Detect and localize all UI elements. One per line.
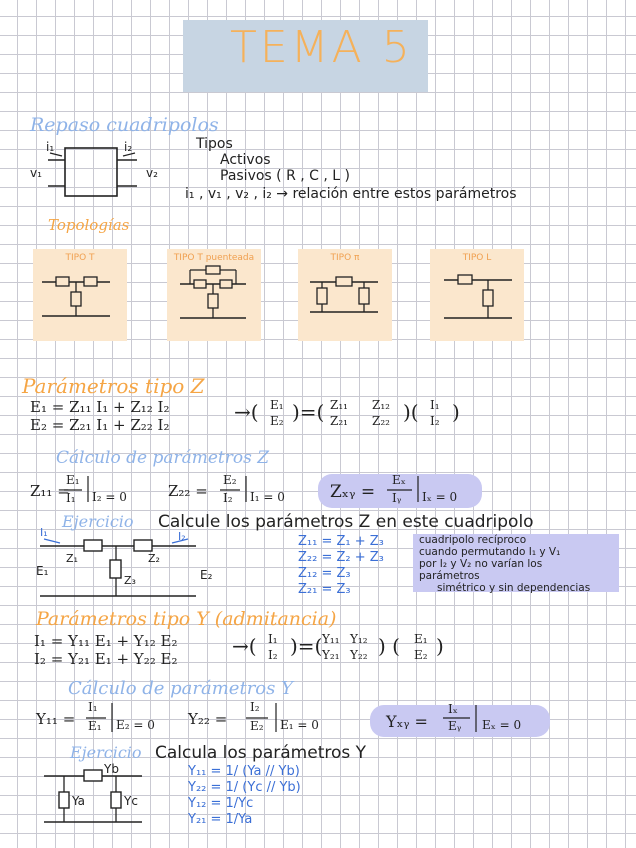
y-eq-sign: )=( [290,634,323,658]
param-z-heading: Parámetros tipo Z [22,374,205,398]
y-arrow-open: →( [232,634,257,658]
z-m-e1: E₁ [270,398,284,412]
z22-den: I₂ [223,491,233,505]
y11-cond: E₂ = 0 [116,718,155,732]
z-m-z22: Z₂₂ [372,414,390,428]
y11-den: E₁ [88,719,102,733]
y-eq2: I₂ = Y₂₁ E₁ + Y₂₂ E₂ [34,650,178,668]
topology-t-drawing [42,277,110,316]
topology-label: TIPO π [330,253,360,263]
ejercicio-z-text: Calcule los parámetros Z en este cuadripolo [158,512,534,532]
zxy-cond: Iₓ = 0 [422,490,458,504]
y-m-y11: Y₁₁ [322,632,340,646]
ejercicio-y-label: Ejercicio [70,743,142,762]
note-line: parámetros [419,570,480,582]
z-m-z21: Z₂₁ [330,414,348,428]
repaso-heading: Repaso cuadripolos [30,114,219,136]
circ-y-yc: Yc [124,794,138,808]
z-mid-paren: )( [403,400,419,424]
yxy-num: Iₓ [448,702,458,716]
y-eq1: I₁ = Y₁₁ E₁ + Y₁₂ E₂ [34,632,178,650]
y-result-3: Y₂₁ = 1/Ya [188,812,253,827]
zxy-num: Eₓ [392,473,406,487]
v2-label: v₂ [146,166,158,180]
z-m-e2: E₂ [270,414,284,428]
z-result-2: Z₁₂ = Z₃ [298,566,351,581]
ejercicio-z-label: Ejercicio [62,512,134,531]
circ-z-i2: I₂ [178,530,186,543]
z-eq1: E₁ = Z₁₁ I₁ + Z₁₂ I₂ [30,398,170,416]
calc-z-heading: Cálculo de parámetros Z [56,448,270,468]
topology-pi-drawing [310,277,378,312]
fraction-bars [64,476,476,732]
i2-label: i₂ [124,140,133,154]
circ-z-z3: Z₃ [124,574,136,587]
circ-z-e1: E₁ [36,564,49,578]
param-y-heading: Parámetros tipo Y (admitancia) [36,608,337,630]
note-line: cuando permutando I₁ y V₁ [419,546,561,558]
activos-label: Activos [220,152,271,168]
zxy-lhs: Zₓᵧ = [330,482,376,502]
z11-num: E₁ [66,473,80,487]
circ-z-e2: E₂ [200,568,213,582]
y22-cond: E₁ = 0 [280,718,319,732]
z-m-i2: I₂ [430,414,440,428]
v1-label: v₁ [30,166,42,180]
y-m-y12: Y₁₂ [350,632,368,646]
y-m-i2: I₂ [268,648,278,662]
y-result-0: Y₁₁ = 1/ (Ya // Yb) [188,764,300,779]
ejercicio-y-text: Calcula los parámetros Y [155,743,367,763]
page-title: TEMA 5 [230,22,413,73]
calc-y-heading: Cálculo de parámetros Y [68,678,293,699]
circ-y-yb: Yb [104,762,119,776]
circ-y-ya: Ya [72,794,86,808]
y-m-y21: Y₂₁ [322,648,340,662]
z22-num: E₂ [223,473,237,487]
pasivos-label: Pasivos ( R , C , L ) [220,168,350,184]
topology-bridged-t-drawing [180,266,246,318]
note-line: por I₂ y V₂ no varían los [419,558,543,570]
yxy-den: Eᵧ [448,719,462,733]
circ-z-z1: Z₁ [66,552,78,565]
z-eq2: E₂ = Z₂₁ I₁ + Z₂₂ I₂ [30,416,170,434]
topology-l-drawing [444,275,512,318]
z-arrow-open: →( [234,400,259,424]
note-line: simétrico y sin dependencias [437,582,591,594]
topologias-heading: Topologías [48,216,130,234]
y-result-1: Y₂₂ = 1/ (Yc // Yb) [188,780,301,795]
topology-label: TIPO T [65,253,95,263]
y-mid-paren: ) ( [378,634,400,658]
circ-z-i1: I₁ [40,526,48,539]
circ-z-z2: Z₂ [148,552,160,565]
y11-lhs: Y₁₁ = [36,710,76,728]
z-eq-sign: )=( [292,400,325,424]
y-m-i1: I₁ [268,632,278,646]
z-exercise-circuit [40,539,196,596]
relacion-label: i₁ , v₁ , v₂ , i₂ → relación entre estos parámetros [185,186,517,202]
y-close-paren: ) [436,634,444,658]
y11-num: I₁ [88,700,98,714]
note-line: cuadripolo recíproco [419,534,527,546]
z-close-paren: ) [452,400,460,424]
z-result-3: Z₂₁ = Z₃ [298,582,351,597]
topology-label: TIPO T puenteada [173,253,255,263]
y22-den: E₂ [250,719,264,733]
zxy-den: Iᵧ [392,491,402,505]
z-result-1: Z₂₂ = Z₂ + Z₃ [298,550,384,565]
z11-cond: I₂ = 0 [92,490,127,504]
y22-num: I₂ [250,700,260,714]
y-result-2: Y₁₂ = 1/Yc [188,796,254,811]
topology-label: TIPO L [462,253,492,263]
y-m-e1: E₁ [414,632,428,646]
tipos-label: Tipos [196,136,233,152]
z-m-i1: I₁ [430,398,440,412]
z-m-z11: Z₁₁ [330,398,348,412]
z22-cond: I₁ = 0 [250,490,285,504]
y-m-y22: Y₂₂ [350,648,368,662]
yxy-cond: Eₓ = 0 [482,718,522,732]
z11-den: I₁ [66,491,76,505]
z22-lhs: Z₂₂ = [168,482,208,500]
yxy-lhs: Yₓᵧ = [386,712,428,731]
y-m-e2: E₂ [414,648,428,662]
z-result-0: Z₁₁ = Z₁ + Z₃ [298,534,384,549]
z11-lhs: Z₁₁ = [30,482,70,500]
y22-lhs: Y₂₂ = [188,710,228,728]
i1-label: i₁ [46,140,55,154]
z-m-z12: Z₁₂ [372,398,390,412]
